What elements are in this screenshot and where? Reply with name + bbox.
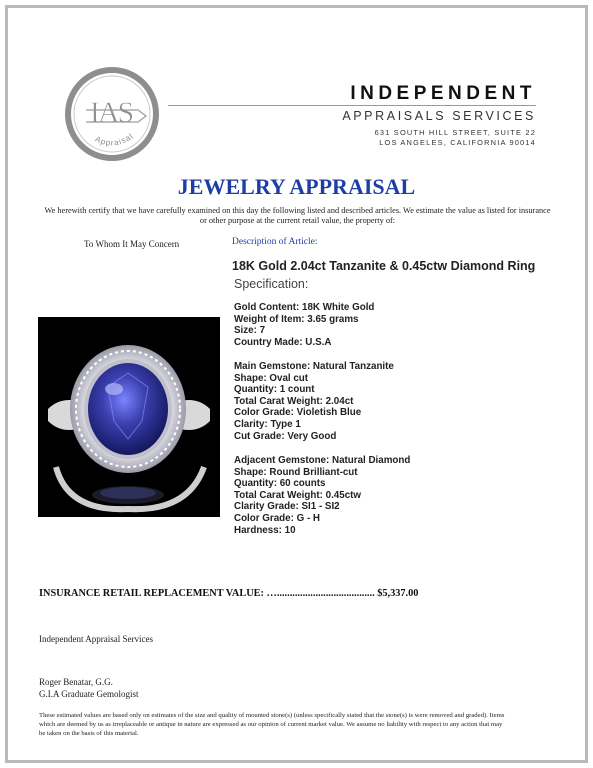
spec-line: Clarity: Type 1 [234, 418, 301, 430]
page-title: JEWELRY APPRAISAL [177, 174, 416, 199]
logo-monogram: IAS [89, 96, 133, 129]
spec-line: Cut Grade: Very Good [234, 430, 337, 442]
addressee: To Whom It May Concern [84, 239, 180, 249]
header-rule [168, 105, 536, 106]
spec-line: Color Grade: G - H [234, 512, 321, 524]
main-gemstone-specs [234, 361, 394, 442]
spec-line: Main Gemstone: Natural Tanzanite [234, 361, 394, 372]
company-address-line2: LOS ANGELES, CALIFORNIA 90014 [379, 138, 536, 147]
tanzanite-gem [88, 363, 168, 455]
company-subtitle: APPRAISALS SERVICES [342, 109, 536, 123]
certification-text: We herewith certify that we have carefully examined on this day the following listed and described articles. We estimate the value as listed for insurance or other purpose at the current retail value, the property of: [44, 206, 551, 225]
signer-name: Roger Benatar, G.G. [39, 677, 113, 687]
spec-line: Shape: Round Brilliant-cut [234, 466, 358, 478]
spec-line: Gold Content: 18K White Gold [234, 302, 375, 313]
spec-line: Size: 7 [234, 325, 266, 337]
spec-line: Weight of Item: 3.65 grams [234, 313, 359, 325]
insurance-value: INSURANCE RETAIL REPLACEMENT VALUE: …...................................... $5,337.00 [39, 588, 419, 599]
spec-line: Quantity: 1 count [234, 384, 315, 396]
spec-line: Quantity: 60 counts [234, 478, 326, 490]
spec-line: Shape: Oval cut [234, 372, 309, 384]
spec-line: Total Carat Weight: 2.04ct [234, 395, 354, 407]
article-title: 18K Gold 2.04ct Tanzanite & 0.45ctw Diamond Ring [232, 259, 536, 273]
svg-text:Appraisal [94, 131, 136, 147]
ring-photo [38, 317, 220, 517]
company-address-line1: 631 SOUTH HILL STREET, SUITE 22 [374, 128, 536, 137]
metal-specs [234, 302, 374, 348]
spec-line: Adjacent Gemstone: Natural Diamond [234, 455, 411, 466]
disclaimer: These estimated values are based only on estimates of the size and quality of mounted stone(s) (unless specifically stated that the stone(s) is were removed and graded). Items which are deemed by us as irreplaceable or antique in nature are expressed as our opinion of current market value. We assume no liability with respect to any action that may be taken on the basis of this material. [39, 712, 505, 737]
appraiser-company: Independent Appraisal Services [39, 634, 153, 644]
spec-line: Total Carat Weight: 0.45ctw [234, 489, 362, 501]
signer-title: G.I.A Graduate Gemologist [39, 689, 139, 699]
company-name: INDEPENDENT [350, 83, 536, 104]
adjacent-gemstone-specs [234, 455, 410, 536]
spec-line: Color Grade: Violetish Blue [234, 407, 362, 419]
spec-line: Country Made: U.S.A [234, 336, 332, 348]
spec-line: Clarity Grade: SI1 - SI2 [234, 501, 340, 513]
description-label: Description of Article: [232, 237, 318, 247]
spec-line: Hardness: 10 [234, 524, 296, 536]
specification-label: Specification: [234, 277, 309, 291]
ias-logo [64, 66, 160, 162]
logo-ring-text: Appraisal [93, 131, 136, 148]
